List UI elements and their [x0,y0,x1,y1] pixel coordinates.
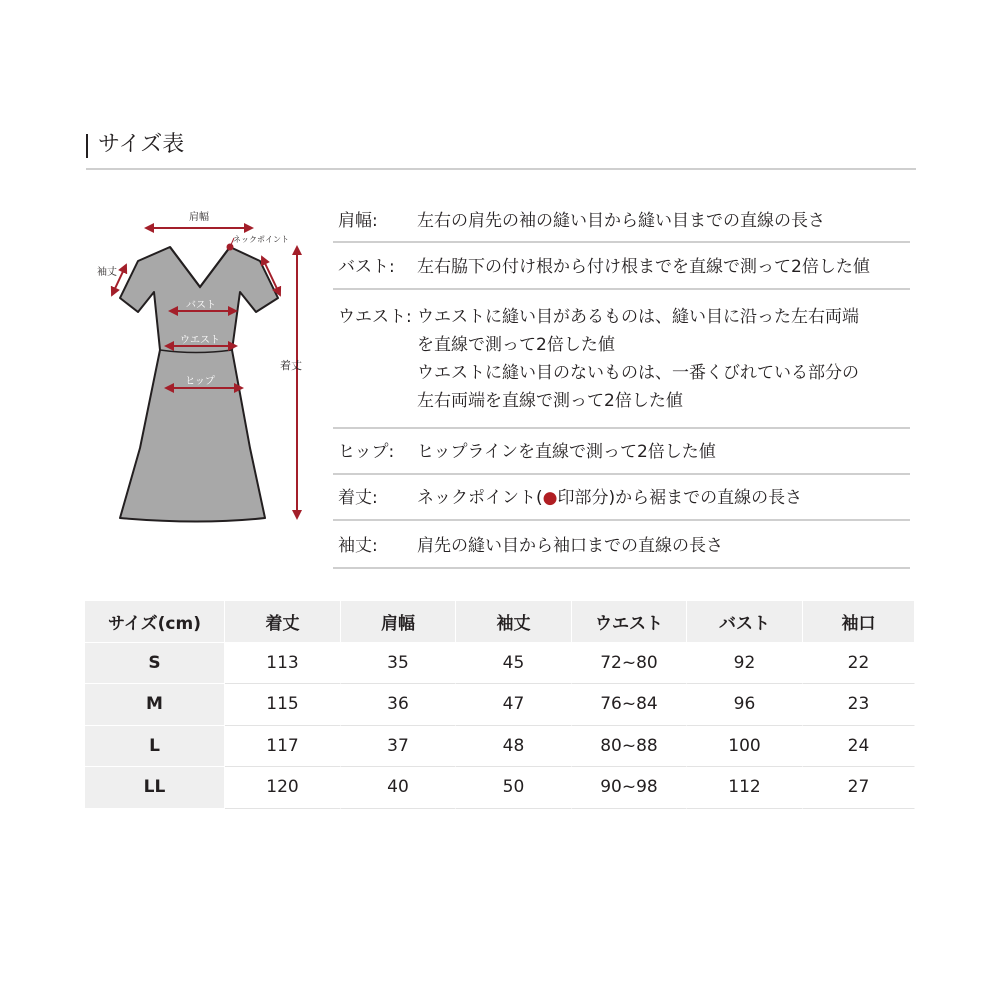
table-cell: 45 [456,643,572,685]
column-header: 袖口 [803,601,915,643]
definition-row [333,475,910,521]
table-cell: 117 [225,726,341,768]
table-cell: 37 [341,726,456,768]
definition-term: 袖丈: [338,536,378,556]
definition-line: 左右脇下の付け根から付け根までを直線で測って2倍した値 [417,257,870,277]
page-title: サイズ表 [98,132,185,157]
hip-label: ヒップ [185,376,215,387]
table-cell: 48 [456,726,572,768]
measurement-definitions [333,198,910,569]
dress-silhouette-icon [90,195,330,535]
definition-line-post: 印部分)から裾までの直線の長さ [557,488,803,508]
definition-text [417,484,802,512]
table-cell: 40 [341,767,456,809]
definition-term: 着丈: [338,488,378,508]
column-header: ウエスト [572,601,687,643]
table-header-row [85,601,915,643]
size-label: M [85,684,225,726]
table-cell: 47 [456,684,572,726]
definition-text [417,532,723,560]
column-header: 袖丈 [456,601,572,643]
shoulder-label: 肩幅 [189,212,209,223]
table-row [85,643,915,685]
size-label: L [85,726,225,768]
table-cell: 112 [687,767,803,809]
definition-line: ウエストに縫い目のないものは、一番くびれている部分の [417,363,859,383]
table-cell: 80~88 [572,726,687,768]
table-cell: 27 [803,767,915,809]
table-row [85,726,915,768]
size-label: S [85,643,225,685]
neck-point-label: ネックポイント [233,235,289,244]
table-cell: 23 [803,684,915,726]
column-header: 着丈 [225,601,341,643]
waist-label: ウエスト [180,335,220,346]
definition-term: ウエスト: [338,307,412,327]
table-cell: 22 [803,643,915,685]
column-header: バスト [687,601,803,643]
column-header: 肩幅 [341,601,456,643]
length-label: 着丈 [280,359,302,372]
definition-line-pre: ネックポイント( [417,488,543,508]
definition-text [417,253,870,281]
definition-term: ヒップ: [338,442,395,462]
table-cell: 120 [225,767,341,809]
definition-line: 左右の肩先の袖の縫い目から縫い目までの直線の長さ [417,211,825,231]
definition-row [333,429,910,475]
sleeve-label: 袖丈 [97,267,117,278]
title-accent-bar [86,134,88,158]
table-row [85,684,915,726]
table-cell: 115 [225,684,341,726]
definition-line: 左右両端を直線で測って2倍した値 [417,391,683,411]
definition-text [417,207,825,235]
table-cell: 113 [225,643,341,685]
size-table [85,601,915,809]
definition-term: バスト: [338,257,395,277]
table-cell: 100 [687,726,803,768]
table-cell: 90~98 [572,767,687,809]
table-cell: 72~80 [572,643,687,685]
definition-row [333,243,910,290]
definition-line: を直線で測って2倍した値 [417,335,615,355]
definition-line: 肩先の縫い目から袖口までの直線の長さ [417,536,723,556]
table-cell: 35 [341,643,456,685]
definition-line: ウエストに縫い目があるものは、縫い目に沿った左右両端 [417,307,859,327]
definition-row [333,198,910,243]
size-label: LL [85,767,225,809]
definition-text [417,303,859,415]
table-cell: 50 [456,767,572,809]
table-cell: 96 [687,684,803,726]
red-dot-icon: ● [542,488,558,508]
table-row [85,767,915,809]
table-cell: 24 [803,726,915,768]
table-cell: 92 [687,643,803,685]
column-header: サイズ(cm) [85,601,225,643]
table-cell: 76~84 [572,684,687,726]
dress-diagram [90,195,330,535]
definition-row [333,521,910,569]
section-header [86,130,916,170]
definition-text [417,438,716,466]
definition-term: 肩幅: [338,211,378,231]
definition-row [333,290,910,429]
table-cell: 36 [341,684,456,726]
bust-label: バスト [186,300,216,311]
definition-line: ヒップラインを直線で測って2倍した値 [417,442,716,462]
